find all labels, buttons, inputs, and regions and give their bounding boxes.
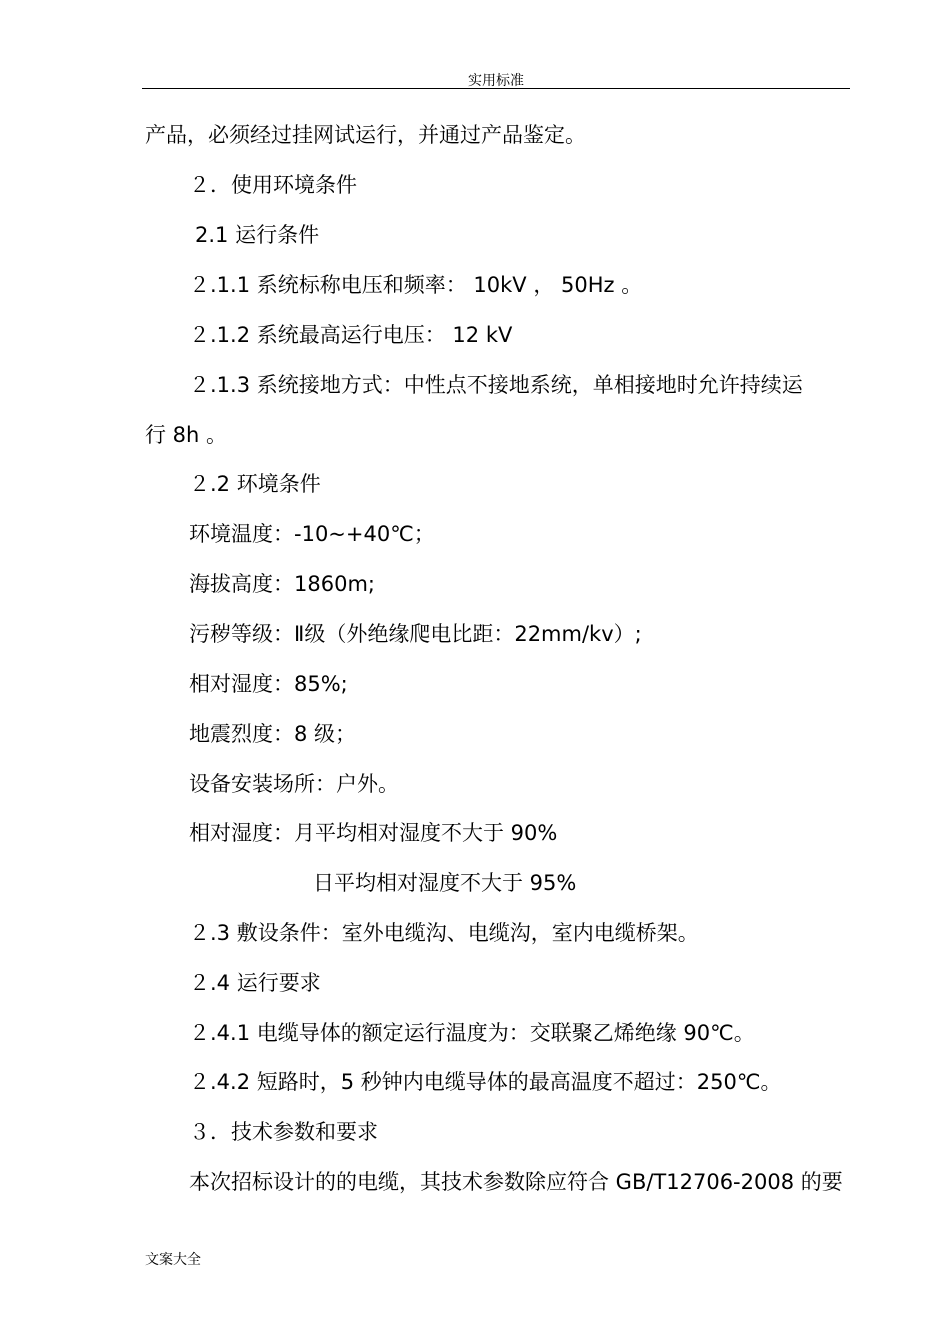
- body-line: 产品，必须经过挂网试运行，并通过产品鉴定。: [145, 123, 586, 147]
- body-line: 设备安装场所：户外。: [189, 772, 399, 796]
- subsection-heading: ２.2 环境条件: [189, 472, 321, 496]
- page-footer: 文案大全: [145, 1252, 201, 1268]
- body-line: ２.1.1 系统标称电压和频率： 10kV ， 50Hz 。: [189, 273, 643, 297]
- body-line: 地震烈度：8 级；: [189, 722, 357, 746]
- body-line: 污秽等级：Ⅱ级（外绝缘爬电比距：22mm/kv）;: [189, 622, 642, 646]
- body-line: 日平均相对湿度不大于 95%: [313, 871, 577, 895]
- body-line: 行 8h 。: [145, 423, 228, 447]
- page-header: 实用标准: [468, 73, 524, 89]
- section-heading: ３．技术参数和要求: [189, 1120, 378, 1144]
- subsection-heading: ２.4 运行要求: [189, 971, 321, 995]
- section-heading: ２．使用环境条件: [189, 173, 357, 197]
- body-line: 环境温度：-10~+40℃；: [189, 522, 435, 546]
- subsection-heading: 2.1 运行条件: [195, 223, 320, 247]
- body-line: ２.3 敷设条件：室外电缆沟、电缆沟，室内电缆桥架。: [189, 921, 699, 945]
- body-line: 海拔高度：1860m;: [189, 572, 375, 596]
- body-line: ２.4.1 电缆导体的额定运行温度为：交联聚乙烯绝缘 90℃。: [189, 1021, 755, 1045]
- body-line: ２.1.3 系统接地方式：中性点不接地系统，单相接地时允许持续运: [189, 373, 803, 397]
- body-line: ２.4.2 短路时，5 秒钟内电缆导体的最高温度不超过：250℃。: [189, 1070, 782, 1094]
- body-line: ２.1.2 系统最高运行电压： 12 kV: [189, 323, 513, 347]
- header-rule: [142, 88, 850, 89]
- body-line: 相对湿度：月平均相对湿度不大于 90%: [189, 821, 558, 845]
- body-line: 相对湿度：85%;: [189, 672, 348, 696]
- body-line: 本次招标设计的的电缆，其技术参数除应符合 GB/T12706-2008 的要: [189, 1170, 843, 1194]
